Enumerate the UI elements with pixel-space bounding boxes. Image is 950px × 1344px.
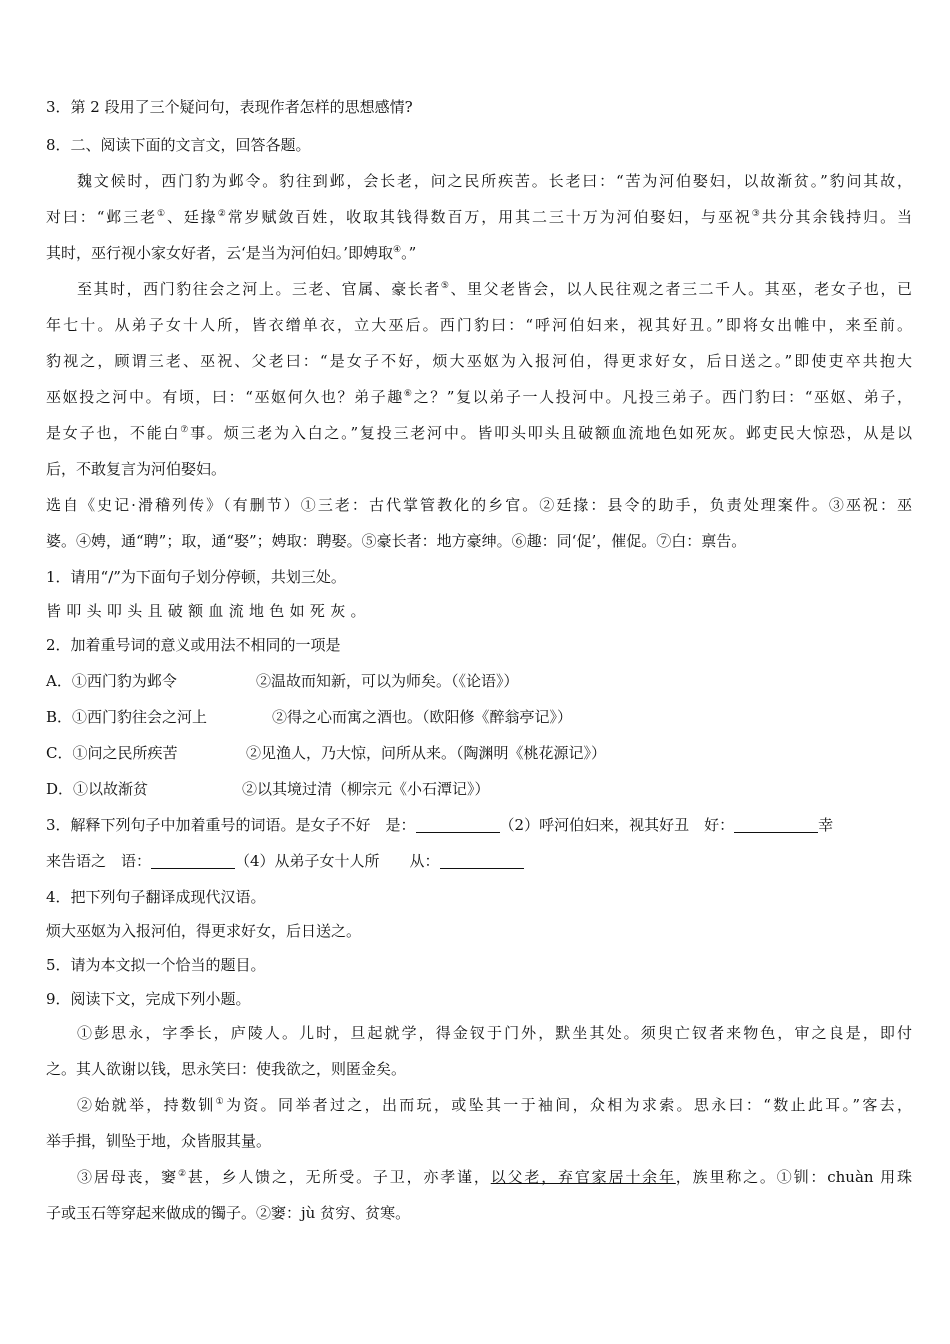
passage-line: 豹视之，顾谓三老、巫祝、父老曰：“是女子不好，烦大巫妪为入报河伯，得更求好女，后日送之。”即使吏卒共抱大 — [46, 352, 912, 370]
question-5-heading: 5．请为本文拟一个恰当的题目。 — [46, 956, 266, 974]
underlined-sentence: 以父老，弃官家居十余年 — [490, 1168, 676, 1186]
option-a: A．①西门豹为邺令 ②温故而知新，可以为师矣。（《论语》） — [46, 672, 519, 690]
question-3-heading: 3．第 2 段用了三个疑问句，表现作者怎样的思想感情? — [46, 98, 413, 116]
question-1-sentence: 皆叩头叩头且破额血流地色如死灰。 — [46, 602, 371, 620]
passage-line: 子或玉石等穿起来做成的镯子。②窭：jù 贫穷、贫寒。 — [46, 1204, 411, 1222]
passage-paragraph-2 — [46, 278, 912, 494]
passage-line: 之。其人欲谢以钱，思永笑曰：使我欲之，则匿金矣。 — [46, 1060, 407, 1078]
passage-line: 其时，巫行视小家女好者，云‘是当为河伯妇。’即娉取④。” — [46, 244, 417, 262]
passage-line: ③居母丧，窭②甚，乡人馈之，无所受。子卫，亦孝谨，以父老，弃官家居十余年，族里称之。①钏：chuàn 用珠 — [77, 1168, 912, 1186]
question-2-heading: 2．加着重号词的意义或用法不相同的一项是 — [46, 636, 341, 654]
passage-line: 魏文候时，西门豹为邺令。豹往到邺，会长老，问之民所疾苦。长老曰：“苦为河伯娶妇，以故渐贫。”豹问其故， — [77, 172, 912, 190]
answer-blank[interactable] — [416, 817, 500, 833]
question-1-heading: 1．请用“/”为下面句子划分停顿，共划三处。 — [46, 568, 346, 586]
option-c: C．①问之民所疾苦 ②见渔人，乃大惊，问所从来。（陶渊明《桃花源记》） — [46, 744, 607, 762]
footnotes — [46, 494, 912, 566]
footnote-line: 婆。④娉，通“聘”；取，通“娶”；娉取：聘娶。⑤豪长者：地方豪绅。⑥趣：同‘促’，催促。⑦白：禀告。 — [46, 532, 747, 550]
passage-line: ②始就举，持数钏①为资。同举者过之，出而玩，或坠其一于袖间，众相为求索。思永曰：“数止此耳。”客去， — [77, 1096, 912, 1114]
passage-line: 至其时，西门豹往会之河上。三老、官属、豪长者⑤、里父老皆会，以人民往观之者三二千人。其巫，老女子也，已 — [77, 280, 912, 298]
question-3-part-2: 来告语之 语： （4）从弟子女十人所 从： — [46, 850, 912, 886]
question-8-heading: 8．二、阅读下面的文言文，回答各题。 — [46, 136, 311, 154]
question-3-part-1: 3．解释下列句子中加着重号的词语。是女子不好 是： （2）呼河伯妇来，视其好丑 好： 幸 — [46, 816, 834, 834]
q9-paragraph-2 — [46, 1094, 912, 1166]
passage-line: ①彭思永，字季长，庐陵人。儿时，旦起就学，得金钗于门外，默坐其处。须臾亡钗者来物色，审之良是，即付 — [77, 1024, 912, 1042]
answer-blank[interactable] — [734, 817, 818, 833]
passage-paragraph-1 — [46, 170, 912, 278]
q9-paragraph-1 — [46, 1022, 912, 1094]
option-b: B．①西门豹往会之河上 ②得之心而寓之酒也。（欧阳修《醉翁亭记》） — [46, 708, 573, 726]
question-4-heading: 4．把下列句子翻译成现代汉语。 — [46, 888, 266, 906]
passage-line: 举手揖，钏坠于地，众皆服其量。 — [46, 1132, 272, 1150]
passage-line: 对曰：“邺三老①、廷掾②常岁赋敛百姓，收取其钱得数百万，用其二三十万为河伯娶妇，与巫祝③共分其余钱持归。当 — [46, 208, 912, 226]
option-d: D．①以故渐贫 ②以其境过清（柳宗元《小石潭记》） — [46, 780, 490, 798]
question-9-heading: 9．阅读下文，完成下列小题。 — [46, 990, 251, 1008]
document-page — [46, 96, 912, 1238]
passage-line: 巫妪投之河中。有顷，曰：“巫妪何久也？弟子趣⑥之？”复以弟子一人投河中。凡投三弟子。西门豹曰：“巫妪、弟子， — [46, 388, 912, 406]
passage-line: 后，不敢复言为河伯娶妇。 — [46, 460, 227, 478]
passage-line: 是女子也，不能白⑦事。烦三老为入白之。”复投三老河中。皆叩头叩头且破额血流地色如死灰。邺吏民大惊恐，从是以 — [46, 424, 912, 442]
question-4-sentence: 烦大巫妪为入报河伯，得更求好女，后日送之。 — [46, 922, 362, 940]
passage-line: 年七十。从弟子女十人所，皆衣缯单衣，立大巫后。西门豹曰：“呼河伯妇来，视其好丑。”即将女出帷中，来至前。 — [46, 316, 912, 334]
q9-paragraph-3 — [46, 1166, 912, 1238]
footnote-line: 选自《史记·滑稽列传》（有删节）①三老：古代掌管教化的乡官。②廷掾：县令的助手，负责处理案件。③巫祝：巫 — [46, 496, 912, 514]
answer-blank[interactable] — [151, 853, 235, 869]
answer-blank[interactable] — [440, 853, 524, 869]
